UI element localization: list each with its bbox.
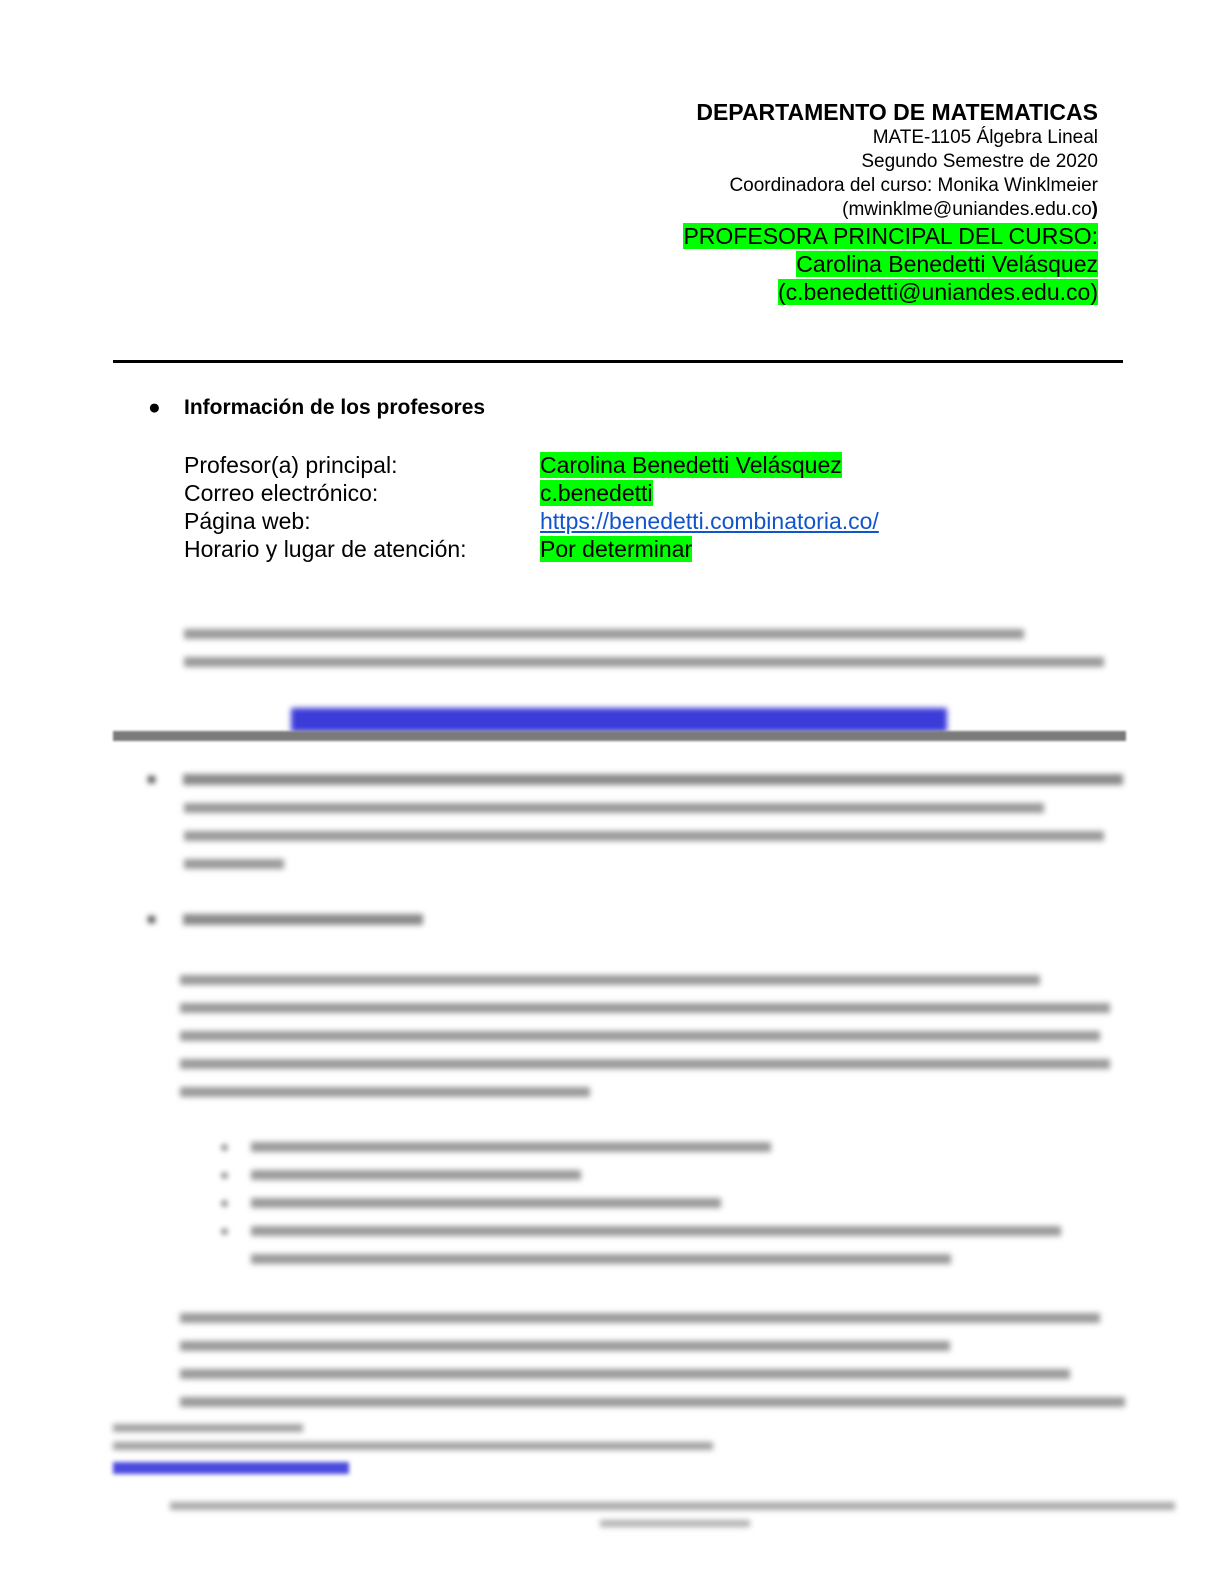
course-name: MATE-1105 Álgebra Lineal bbox=[872, 127, 1098, 148]
section-divider bbox=[113, 731, 1126, 741]
header-divider bbox=[113, 360, 1123, 363]
info-value-hours: Por determinar bbox=[540, 536, 693, 562]
professor-info-table bbox=[184, 451, 879, 563]
coordinator-email-close: ) bbox=[1091, 199, 1098, 220]
info-row-principal bbox=[184, 451, 879, 479]
bullet-icon: ● bbox=[148, 396, 161, 419]
blurred-page-footer bbox=[170, 1498, 1180, 1527]
blurred-sub-list bbox=[222, 1134, 1082, 1264]
blurred-final-paragraph bbox=[180, 1304, 1130, 1407]
main-prof-name: Carolina Benedetti Velásquez bbox=[796, 251, 1098, 277]
info-value-principal: Carolina Benedetti Velásquez bbox=[540, 452, 842, 478]
info-label: Profesor(a) principal: bbox=[184, 452, 398, 478]
coordinator-email bbox=[683, 198, 1098, 222]
department-title: DEPARTAMENTO DE MATEMATICAS bbox=[696, 99, 1098, 125]
info-label: Horario y lugar de atención: bbox=[184, 536, 467, 562]
web-link[interactable]: https://benedetti.combinatoria.co/ bbox=[540, 508, 879, 534]
info-label: Página web: bbox=[184, 508, 311, 534]
main-prof-title: PROFESORA PRINCIPAL DEL CURSO: bbox=[683, 223, 1098, 249]
info-row-web bbox=[184, 507, 879, 535]
blurred-section-moments bbox=[148, 768, 1128, 869]
main-prof-email: (c.benedetti@uniandes.edu.co) bbox=[777, 279, 1098, 305]
blurred-diversity-paragraph bbox=[180, 966, 1120, 1097]
section-heading-profesores bbox=[148, 396, 485, 420]
blurred-footnote bbox=[113, 1420, 733, 1450]
info-label: Correo electrónico: bbox=[184, 480, 379, 506]
coordinator-email-text: (mwinklme@uniandes.edu.co bbox=[842, 199, 1092, 220]
semester: Segundo Semestre de 2020 bbox=[861, 151, 1098, 172]
coordinator: Coordinadora del curso: Monika Winklmeier bbox=[729, 175, 1098, 196]
info-row-email bbox=[184, 479, 879, 507]
blurred-link[interactable] bbox=[291, 708, 947, 732]
blurred-section-diversity bbox=[148, 910, 1128, 925]
blurred-footnote-link[interactable] bbox=[113, 1462, 349, 1474]
info-row-hours bbox=[184, 535, 879, 563]
section-heading-text: Información de los profesores bbox=[184, 396, 486, 419]
blurred-paragraph bbox=[184, 620, 1114, 676]
info-value-email: c.benedetti bbox=[540, 480, 653, 506]
document-header bbox=[683, 98, 1098, 306]
